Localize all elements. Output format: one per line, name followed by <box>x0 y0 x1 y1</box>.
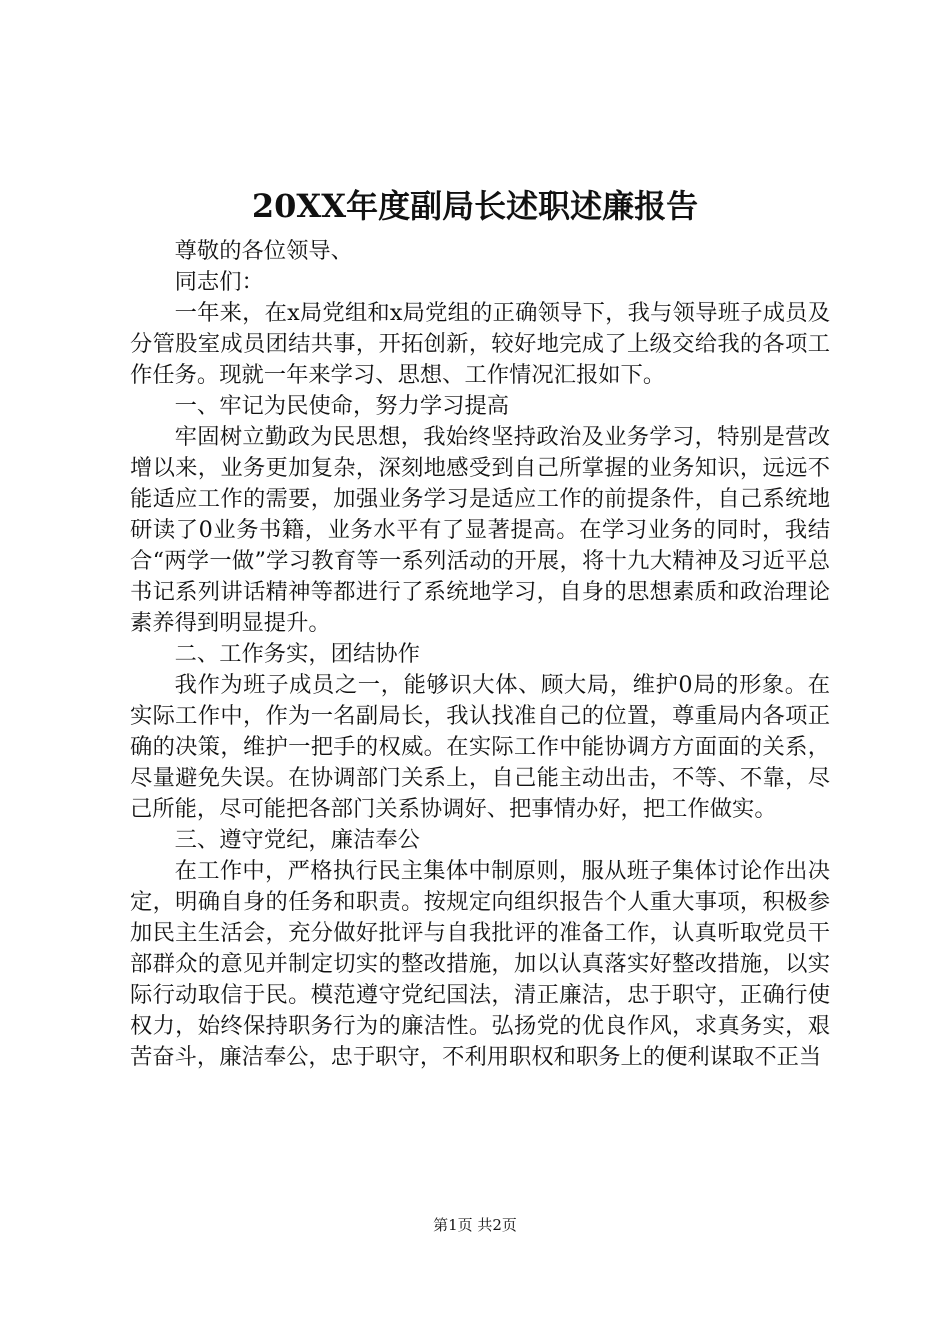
document-body <box>130 236 830 1073</box>
section-3-paragraph: 在工作中，严格执行民主集体中制原则，服从班子集体讨论作出决定，明确自身的任务和职责。按规定向组织报告个人重大事项，积极参加民主生活会，充分做好批评与自我批评的准备工作，认真听取党员干部群众的意见并制定切实的整改措施，加以认真落实好整改措施，以实际行动取信于民。模范遵守党纪国法，清正廉洁，忠于职守，正确行使权力，始终保持职务行为的廉洁性。弘扬党的优良作风，求真务实，艰苦奋斗，廉洁奉公，忠于职守，不利用职权和职务上的便利谋取不正当 <box>130 858 830 1070</box>
section-heading-2: 二、工作务实，团结协作 <box>174 641 420 667</box>
intro-paragraph: 一年来，在x局党组和x局党组的正确领导下，我与领导班子成员及分管股室成员团结共事，开拓创新，较好地完成了上级交给我的各项工作任务。现就一年来学习、思想、工作情况汇报如下。 <box>130 300 830 388</box>
document-title: 20XX年度副局长述职述廉报告 <box>251 187 699 225</box>
section-1-paragraph: 牢固树立勤政为民思想，我始终坚持政治及业务学习，特别是营改增以来，业务更加复杂，深刻地感受到自己所掌握的业务知识，远远不能适应工作的需要，加强业务学习是适应工作的前提条件，自己系统地研读了0业务书籍，业务水平有了显著提高。在学习业务的同时，我结合“两学一做”学习教育等一系列活动的开展，将十九大精神及习近平总书记系列讲话精神等都进行了系统地学习，自身的思想素质和政治理论素养得到明显提升。 <box>130 424 830 636</box>
page-number-footer: 第1页 共2页 <box>433 1216 517 1234</box>
section-heading-1: 一、牢记为民使命，努力学习提高 <box>174 393 510 419</box>
salutation-line-1: 尊敬的各位领导、 <box>174 238 353 264</box>
section-2-paragraph: 我作为班子成员之一，能够识大体、顾大局，维护0局的形象。在实际工作中，作为一名副局长，我认找准自己的位置，尊重局内各项正确的决策，维护一把手的权威。在实际工作中能协调方方面面的关系，尽量避免失误。在协调部门关系上，自己能主动出击，不等、不靠，尽己所能，尽可能把各部门关系协调好、把事情办好，把工作做实。 <box>130 672 830 822</box>
salutation-line-2: 同志们： <box>174 269 264 295</box>
section-heading-3: 三、遵守党纪，廉洁奉公 <box>174 827 420 853</box>
